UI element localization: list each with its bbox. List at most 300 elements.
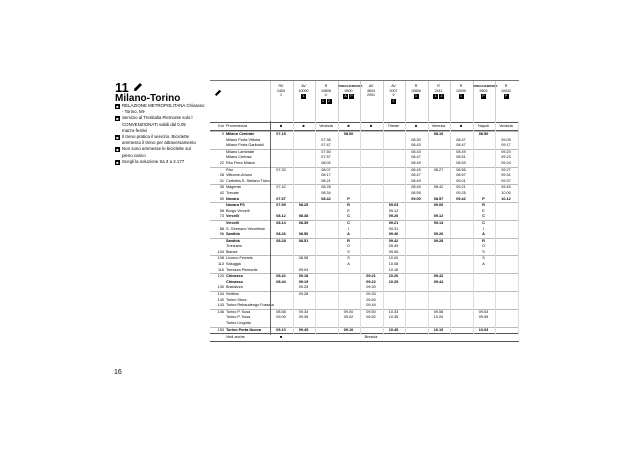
time-cell: 09.42 bbox=[433, 274, 444, 279]
km-value: 42 bbox=[219, 190, 224, 195]
station-name: Bianzè bbox=[226, 249, 238, 254]
km-value: 130 bbox=[217, 285, 224, 290]
km-value: 108 bbox=[217, 256, 224, 261]
time-cell: 09.10 bbox=[343, 327, 354, 332]
train-column-header bbox=[429, 84, 449, 99]
km-value: 134 bbox=[217, 292, 224, 297]
km-value: 113 bbox=[217, 262, 224, 267]
time-cell: R bbox=[347, 238, 350, 243]
note-text: RELAZIONE METROPOLITANA Chivasso - Torino, MI- bbox=[122, 103, 205, 115]
route-title: Milano-Torino bbox=[115, 93, 181, 104]
time-cell: 07.32 bbox=[276, 167, 286, 172]
note-item bbox=[115, 159, 207, 165]
time-cell: 08.21 bbox=[321, 178, 331, 183]
time-cell: 08.14 bbox=[276, 220, 286, 225]
time-cell: 08.07 bbox=[321, 167, 331, 172]
time-cell: 08.26 bbox=[321, 185, 331, 190]
time-cell: Trieste bbox=[387, 124, 400, 128]
time-cell: 09.50 bbox=[366, 309, 376, 314]
train-header-line: 2411 bbox=[434, 88, 443, 93]
time-cell: 07.42 bbox=[276, 185, 286, 190]
time-cell: 09.37 bbox=[501, 178, 511, 183]
train-header-line: 2091 bbox=[367, 93, 375, 98]
train-header-line: 10042 bbox=[501, 88, 511, 93]
train-header-line: 9503 bbox=[479, 88, 488, 93]
time-cell: 07.57 bbox=[321, 155, 331, 160]
service-badge: 1 bbox=[302, 94, 305, 99]
time-cell: 09.36 bbox=[298, 315, 309, 320]
time-cell: 09.31 bbox=[501, 173, 511, 178]
station-name: Novara FS bbox=[226, 203, 245, 208]
time-cell: E bbox=[347, 208, 350, 213]
time-cell: 09.05 bbox=[501, 137, 511, 142]
time-cell: 08.39 bbox=[298, 220, 309, 225]
station-name: Milano Porta Garibaldi bbox=[226, 143, 264, 148]
note-mark: ■ bbox=[116, 116, 119, 122]
train-header-line: 10000 bbox=[298, 88, 309, 93]
time-cell: 09.04 bbox=[298, 267, 309, 272]
time-cell: 08.10 bbox=[433, 132, 444, 136]
time-cell: 09.30 bbox=[366, 285, 376, 290]
km-value: 146 bbox=[217, 309, 224, 314]
time-cell: 08.49 bbox=[411, 178, 421, 183]
time-cell: 08.50 bbox=[478, 132, 489, 136]
timetable-header bbox=[210, 80, 519, 122]
grid-line bbox=[338, 121, 339, 335]
station-name: Corbetta-S. Stefano Ticino bbox=[226, 178, 271, 183]
time-cell: 09.00 bbox=[411, 196, 421, 201]
train-header-line: 10000 bbox=[456, 88, 466, 93]
time-cell: 08.49 bbox=[411, 185, 421, 190]
time-cell: 09.31 bbox=[388, 226, 399, 231]
train-header-line: AV bbox=[301, 84, 306, 88]
time-cell: 09.44 bbox=[433, 279, 444, 284]
time-cell: 09.22 bbox=[366, 279, 376, 284]
time-cell: 08.58 bbox=[298, 256, 309, 261]
time-cell: R bbox=[482, 238, 485, 243]
km-value: 58 bbox=[219, 208, 224, 213]
note-text: Servizio al Trenitalia Piemonte solo l bbox=[122, 115, 193, 121]
note-text: pieno carico bbox=[122, 152, 146, 158]
station-name: Chivasso bbox=[226, 279, 243, 284]
time-cell: 09.45 bbox=[298, 327, 309, 332]
km-value: 88 bbox=[219, 226, 224, 231]
train-column-header bbox=[406, 84, 426, 99]
time-cell: 07.15 bbox=[276, 132, 286, 136]
time-cell: 08.27 bbox=[433, 167, 444, 172]
station-name: Milano Certosa bbox=[226, 155, 252, 160]
station-name: Novara bbox=[226, 196, 239, 201]
time-cell: 08.49 bbox=[411, 160, 421, 165]
time-cell: 08.50 bbox=[298, 232, 309, 237]
km-value: 143 bbox=[217, 303, 224, 308]
time-cell: 09.20 bbox=[388, 214, 399, 219]
time-cell: 09.12 bbox=[433, 214, 444, 219]
time-cell: S bbox=[347, 249, 350, 254]
note-mark bbox=[115, 128, 120, 134]
note-text: Non sono ammesse le biciclette sul bbox=[122, 146, 191, 152]
train-header-line: 2409 bbox=[277, 88, 285, 93]
note-mark: ■ bbox=[116, 104, 119, 109]
train-header-line: 2007 bbox=[389, 88, 398, 93]
time-cell: 08.42 bbox=[276, 274, 286, 279]
train-header-line: 9500 bbox=[344, 88, 353, 93]
train-column-header bbox=[384, 84, 404, 104]
time-cell: 10.03 bbox=[478, 327, 489, 332]
time-cell: 09.55 bbox=[478, 315, 489, 320]
station-name: Chivasso bbox=[226, 274, 243, 279]
train-header-line: 4604 bbox=[367, 88, 375, 93]
grid-line bbox=[428, 121, 429, 335]
time-cell: O bbox=[482, 244, 485, 249]
train-column-header bbox=[338, 84, 363, 99]
time-cell: 09.25 bbox=[456, 190, 466, 195]
station-name: Livorno Ferraris bbox=[226, 256, 253, 261]
time-cell: P bbox=[347, 196, 350, 201]
time-cell: 07.47 bbox=[321, 143, 331, 148]
time-cell: R bbox=[482, 203, 485, 208]
station-name: Provenienza bbox=[226, 124, 248, 128]
time-cell: 08.47 bbox=[411, 155, 421, 160]
km-value: 31 bbox=[219, 178, 224, 183]
service-badge: 2 bbox=[328, 98, 330, 103]
time-cell: 08.57 bbox=[456, 173, 466, 178]
train-header-line: RV bbox=[278, 84, 284, 88]
train-column-header bbox=[451, 84, 471, 99]
time-cell: 09.33 bbox=[366, 292, 376, 297]
service-badge: 2 bbox=[392, 98, 395, 103]
page-number: 16 bbox=[114, 369, 122, 376]
time-cell: ■ bbox=[302, 124, 305, 128]
time-cell: 10.33 bbox=[388, 309, 399, 314]
station-name: Brandizzo bbox=[226, 285, 243, 290]
time-cell: 08.30 bbox=[411, 137, 421, 142]
time-cell: 08.47 bbox=[456, 137, 466, 142]
station-name: Milano Porta Vittoria bbox=[226, 137, 261, 142]
time-cell: 07.57 bbox=[276, 196, 286, 201]
note-text: ammesso il treno per attraversamento bbox=[122, 140, 196, 146]
service-badge: P bbox=[350, 94, 353, 99]
train-category: FRECCIAROSSA bbox=[338, 84, 363, 88]
station-name: Vedi anche bbox=[226, 335, 245, 340]
station-name: Torino Porta Nuova bbox=[226, 327, 261, 332]
time-cell: C bbox=[347, 220, 350, 225]
time-cell: 09.27 bbox=[501, 167, 511, 172]
time-cell: 08.53 bbox=[456, 160, 466, 165]
station-name: Milano Centrale bbox=[226, 132, 255, 136]
time-cell: S bbox=[347, 256, 350, 261]
time-cell: 08.58 bbox=[276, 309, 286, 314]
time-cell: 08.49 bbox=[411, 167, 421, 172]
time-cell: 09.26 bbox=[433, 232, 444, 237]
station-name: Torino P. Susa bbox=[226, 315, 251, 320]
time-cell: 10.45 bbox=[388, 327, 399, 332]
service-badge: P bbox=[482, 94, 485, 99]
train-header-line: R bbox=[437, 84, 440, 88]
station-name: Milano Lambrate bbox=[226, 149, 255, 154]
time-cell: I bbox=[482, 226, 485, 231]
time-cell: 09.02 bbox=[343, 315, 354, 320]
train-header-line: 10806 bbox=[321, 88, 331, 93]
time-cell: Venezia bbox=[431, 124, 446, 128]
time-cell: 10.12 bbox=[501, 196, 511, 201]
train-header-line: R bbox=[504, 84, 508, 88]
time-cell: ■ bbox=[369, 124, 373, 128]
time-cell: 09.40 bbox=[388, 232, 399, 237]
grid-line bbox=[450, 121, 451, 335]
service-badge: 2 bbox=[440, 94, 443, 99]
time-cell: 09.53 bbox=[478, 309, 489, 314]
time-cell: 09.52 bbox=[366, 315, 376, 320]
time-cell: 09.00 bbox=[433, 203, 444, 208]
train-icon bbox=[214, 83, 222, 101]
train-header-line: AV bbox=[391, 84, 396, 88]
time-cell: C bbox=[482, 214, 485, 219]
time-cell: 10.35 bbox=[388, 315, 399, 320]
station-name: Rho bbox=[226, 167, 233, 172]
train-column-header bbox=[271, 84, 291, 99]
km-value: 22 bbox=[219, 160, 224, 165]
time-cell: 09.21 bbox=[388, 220, 399, 225]
time-cell: R bbox=[347, 203, 350, 208]
time-cell: A bbox=[482, 232, 485, 237]
time-cell: 09.28 bbox=[298, 292, 309, 297]
notes-list bbox=[115, 103, 207, 165]
km-value: 0 bbox=[221, 132, 224, 136]
train-header-line: R bbox=[414, 84, 418, 88]
train-header-line: 10806 bbox=[411, 88, 421, 93]
time-cell: 09.44 bbox=[366, 303, 376, 308]
train-column-header bbox=[496, 84, 516, 99]
km-value: 28 bbox=[219, 173, 224, 178]
grid-line bbox=[293, 121, 294, 335]
km-value: 96 bbox=[219, 232, 224, 237]
station-name: Tronzano bbox=[226, 244, 242, 249]
time-cell: 09.10 bbox=[276, 327, 286, 332]
station-name: Torino Lingotto bbox=[226, 321, 251, 325]
time-cell: 08.55 bbox=[456, 167, 466, 172]
km-value: 153 bbox=[217, 327, 224, 332]
time-cell: 07.35 bbox=[321, 137, 331, 142]
time-cell: ■ bbox=[279, 124, 283, 128]
note-text: CONVENZIONATI validi dal 0.05 bbox=[122, 121, 186, 127]
time-cell: 08.47 bbox=[411, 173, 421, 178]
time-cell: 09.40 bbox=[366, 297, 376, 302]
time-cell: 08.00 bbox=[343, 132, 354, 136]
time-cell: 09.20 bbox=[501, 149, 511, 154]
grid-line bbox=[473, 121, 474, 335]
train-header-line: R bbox=[459, 84, 463, 88]
time-cell: 09.25 bbox=[298, 285, 309, 290]
service-badge: 1 bbox=[460, 94, 462, 99]
service-badge: 1 bbox=[322, 98, 324, 103]
time-cell: 07.50 bbox=[321, 149, 331, 154]
time-cell: 09.40 bbox=[501, 185, 511, 190]
time-cell: 09.34 bbox=[298, 309, 309, 314]
time-cell: 08.47 bbox=[456, 143, 466, 148]
time-cell: 08.34 bbox=[321, 190, 331, 195]
station-name: Borgo Vercelli bbox=[226, 208, 250, 213]
station-name: Saluggia bbox=[226, 262, 241, 267]
section-number: 11 bbox=[115, 79, 129, 95]
time-cell: 10.10 bbox=[433, 327, 444, 332]
km-value: 120 bbox=[217, 274, 224, 279]
time-cell: 08.17 bbox=[321, 173, 331, 178]
km-value: 50 bbox=[219, 196, 224, 201]
time-cell: 10.08 bbox=[388, 262, 399, 267]
note-mark bbox=[115, 153, 120, 159]
grid-line bbox=[405, 121, 406, 335]
time-cell: 08.51 bbox=[456, 155, 466, 160]
train-header-line: ① bbox=[324, 93, 328, 98]
station-name: Trecate bbox=[226, 190, 239, 195]
time-cell: A bbox=[347, 262, 350, 267]
time-cell: 09.58 bbox=[433, 309, 444, 314]
km-value: 116 bbox=[217, 267, 224, 272]
timetable bbox=[210, 80, 519, 342]
time-cell: Venezia bbox=[319, 124, 333, 128]
train-category: FRECCIAROSSA bbox=[473, 84, 498, 88]
station-name: Santhià bbox=[226, 232, 240, 237]
time-cell: 10.16 bbox=[388, 267, 399, 272]
time-cell: I bbox=[347, 226, 350, 231]
time-cell: S bbox=[482, 249, 485, 254]
time-cell: 08.55 bbox=[411, 190, 421, 195]
train-column-header bbox=[316, 84, 336, 104]
time-cell: 09.55 bbox=[388, 249, 399, 254]
train-column-header bbox=[361, 84, 381, 99]
time-cell: O bbox=[347, 244, 350, 249]
station-name: Settimo bbox=[226, 292, 239, 297]
time-cell: 08.43 bbox=[411, 149, 421, 154]
time-cell: 09.42 bbox=[456, 196, 466, 201]
time-cell: 08.42 bbox=[321, 196, 331, 201]
time-cell: 09.49 bbox=[388, 244, 399, 249]
time-cell: 09.18 bbox=[298, 274, 309, 279]
train-header-line: AV bbox=[368, 84, 374, 88]
time-cell: 08.12 bbox=[276, 214, 286, 219]
time-cell: 09.14 bbox=[433, 220, 444, 225]
km-value: Km bbox=[218, 124, 224, 128]
time-cell: P bbox=[482, 196, 485, 201]
time-cell: 08.43 bbox=[411, 143, 421, 148]
grid-line bbox=[270, 121, 271, 335]
km-value: 73 bbox=[219, 214, 224, 219]
time-cell: 09.12 bbox=[388, 208, 399, 213]
train-column-header bbox=[294, 84, 314, 99]
time-cell: Venezia bbox=[499, 124, 513, 128]
time-cell: 10.00 bbox=[433, 315, 444, 320]
time-cell: 09.42 bbox=[388, 238, 399, 243]
station-name: Torino Stura bbox=[226, 297, 247, 302]
time-cell: ■ bbox=[279, 335, 283, 340]
time-cell: 09.17 bbox=[501, 143, 511, 148]
station-name: Rho Fiera Milano bbox=[226, 160, 255, 165]
station-name: Vittuone-Arluno bbox=[226, 173, 253, 178]
station-name: Santhià bbox=[226, 238, 240, 243]
note-mark: ■ bbox=[116, 159, 119, 165]
time-cell: Napoli bbox=[478, 124, 489, 128]
note-text: Scegli la soluzione tra 3 a 2.177 bbox=[122, 158, 185, 164]
time-cell: C bbox=[482, 220, 485, 225]
time-cell: 08.26 bbox=[276, 232, 286, 237]
train-header-line: R bbox=[324, 84, 328, 88]
station-name: Vercelli bbox=[226, 220, 240, 225]
time-cell: 08.28 bbox=[276, 238, 286, 243]
time-cell: 09.00 bbox=[343, 309, 354, 314]
note-mark: ■ bbox=[116, 147, 119, 153]
time-cell: 10.00 bbox=[388, 256, 399, 261]
time-cell: 09.24 bbox=[501, 160, 511, 165]
time-cell: 08.57 bbox=[433, 196, 444, 201]
time-cell: A bbox=[347, 232, 350, 237]
note-text: Il treno pratica il servizio. Biciclette bbox=[122, 134, 190, 140]
station-name: S. Germano Vercellese bbox=[226, 226, 266, 231]
station-name: Magenta bbox=[226, 185, 241, 190]
time-cell: 08.49 bbox=[456, 149, 466, 154]
note-item bbox=[115, 103, 207, 115]
time-cell: E bbox=[482, 208, 485, 213]
time-cell: ■ bbox=[459, 124, 463, 128]
time-cell: 09.28 bbox=[433, 238, 444, 243]
time-cell: 10.20 bbox=[388, 274, 399, 279]
grid-line bbox=[518, 121, 519, 335]
time-cell: Brescia bbox=[364, 335, 378, 340]
time-cell: 10.25 bbox=[388, 279, 399, 284]
service-badge: 1 bbox=[415, 94, 417, 99]
km-value: 104 bbox=[217, 249, 224, 254]
grid-line bbox=[383, 121, 384, 335]
time-cell: 08.25 bbox=[298, 203, 309, 208]
note-mark: ■ bbox=[116, 135, 119, 141]
note-mark bbox=[115, 140, 120, 146]
station-name: Torino Rebaudengo Fossata bbox=[226, 303, 274, 308]
train-column-header bbox=[473, 84, 498, 99]
time-cell: 08.02 bbox=[321, 160, 331, 165]
time-cell: 09.21 bbox=[456, 185, 466, 190]
grid-line bbox=[360, 121, 361, 335]
time-cell: 08.38 bbox=[298, 214, 309, 219]
note-text: marzo-festivi bbox=[122, 127, 147, 133]
time-cell: 10.00 bbox=[501, 190, 511, 195]
time-cell: 08.44 bbox=[276, 279, 286, 284]
time-cell: C bbox=[347, 214, 350, 219]
service-badge: 1 bbox=[434, 94, 437, 99]
time-cell: 08.51 bbox=[298, 238, 309, 243]
station-name: Torino P. Susa bbox=[226, 309, 251, 314]
time-cell: S bbox=[482, 256, 485, 261]
time-cell: 08.42 bbox=[433, 185, 444, 190]
time-cell: ■ bbox=[347, 124, 350, 128]
time-cell: 09.23 bbox=[501, 155, 511, 160]
km-value: 35 bbox=[219, 185, 224, 190]
time-cell: 07.59 bbox=[276, 203, 286, 208]
time-cell: 09.21 bbox=[366, 274, 376, 279]
time-cell: ■ bbox=[414, 124, 418, 128]
grid-line bbox=[495, 121, 496, 335]
time-cell: 09.03 bbox=[388, 203, 399, 208]
time-cell: 09.00 bbox=[276, 315, 286, 320]
station-name: Torrazza Piemonte bbox=[226, 267, 258, 272]
service-badge: P bbox=[504, 94, 508, 99]
time-cell: 09.01 bbox=[456, 178, 466, 183]
service-badge: A bbox=[344, 94, 347, 99]
time-cell: A bbox=[482, 262, 485, 267]
train-header-line: 1 bbox=[280, 93, 282, 98]
km-value: 140 bbox=[217, 297, 224, 302]
grid-line bbox=[315, 121, 316, 335]
train-header-line: 9 bbox=[392, 93, 395, 98]
